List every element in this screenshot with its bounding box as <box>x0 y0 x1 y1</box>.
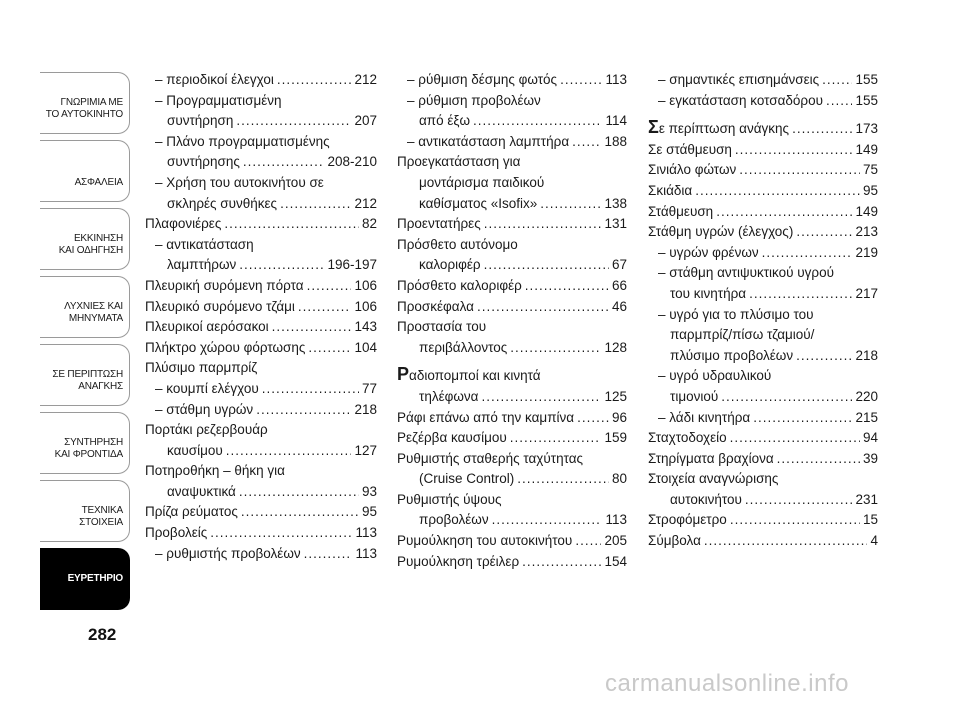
index-term: Πρίζα ρεύματος <box>145 504 238 520</box>
index-term: Προβολείς <box>145 525 208 541</box>
index-term: Πλευρικοί αερόσακοι <box>145 319 269 335</box>
dot-leader <box>481 387 601 408</box>
index-term: – λάδι κινητήρα <box>658 409 751 425</box>
index-term: Προεγκατάσταση για <box>397 154 521 170</box>
dot-leader <box>575 531 601 552</box>
page-ref: 46 <box>611 298 627 314</box>
page-ref: 39 <box>862 450 878 466</box>
index-term: – στάθμη υγρών <box>155 401 254 417</box>
page-ref: 219 <box>855 244 878 260</box>
index-entry <box>145 276 377 297</box>
page-ref: 125 <box>604 388 627 404</box>
dot-leader <box>522 552 601 573</box>
section-tab-7[interactable]: ΤΕΧΝΙΚΑ ΣΤΟΙΧΕΙΑ <box>40 480 130 542</box>
index-term: – Προγραμματισμένη <box>155 92 282 108</box>
index-entry <box>145 255 377 276</box>
page-ref: 93 <box>361 483 377 499</box>
page-ref: 159 <box>604 430 627 446</box>
index-entry <box>145 235 377 256</box>
index-entry <box>648 70 878 91</box>
index-entry <box>648 91 878 112</box>
page-ref: 205 <box>604 533 627 549</box>
page-ref: 218 <box>354 401 377 417</box>
dot-leader <box>730 428 860 449</box>
dot-leader <box>239 482 359 503</box>
dot-leader <box>298 297 352 318</box>
dot-leader <box>484 255 609 276</box>
page-ref: 138 <box>604 195 627 211</box>
section-tab-6[interactable]: ΣΥΝΤΗΡΗΣΗ ΚΑΙ ΦΡΟΝΤΙΔΑ <box>40 412 130 474</box>
index-entry <box>145 400 377 421</box>
page-ref: 128 <box>604 339 627 355</box>
index-entry <box>648 449 878 470</box>
index-term: – εγκατάσταση κοτσαδόρου <box>658 92 824 108</box>
index-entry <box>397 364 627 387</box>
page-ref: 143 <box>354 319 377 335</box>
page-ref: 215 <box>855 409 878 425</box>
index-term: Πλευρικό συρόμενο τζάμι <box>145 298 295 314</box>
index-term: Στάθμη υγρών (έλεγχος) <box>648 224 794 240</box>
index-term: Στηρίγματα βραχίονα <box>648 450 774 466</box>
page-ref: 127 <box>354 442 377 458</box>
section-tab-4[interactable]: ΛΥΧΝΙΕΣ ΚΑΙ ΜΗΝΥΜΑΤΑ <box>40 276 130 338</box>
dot-leader <box>753 408 852 429</box>
index-term: (Cruise Control) <box>419 471 515 487</box>
dot-leader <box>517 469 609 490</box>
index-term: Σκιάδια <box>648 182 693 198</box>
section-tab-3[interactable]: ΕΚΚΙΝΗΣΗ ΚΑΙ ΟΔΗΓΗΣΗ <box>40 208 130 270</box>
index-entry <box>145 173 377 194</box>
page-ref: 155 <box>855 72 878 87</box>
index-entry <box>145 91 377 112</box>
page-ref: 15 <box>862 512 878 528</box>
index-entry <box>145 358 377 379</box>
index-entry <box>145 544 377 565</box>
index-entry <box>145 379 377 400</box>
index-entry <box>648 490 878 511</box>
dot-leader <box>695 181 860 202</box>
index-entry <box>397 469 627 490</box>
page-ref: 75 <box>862 162 878 178</box>
index-term: περιβάλλοντος <box>419 339 508 355</box>
dot-leader <box>226 441 352 462</box>
index-entry <box>648 305 878 326</box>
index-entry <box>145 132 377 153</box>
page-ref: 80 <box>611 471 627 487</box>
dot-leader <box>241 502 359 523</box>
index-term: Ρυθμιστής σταθερής ταχύτητας <box>397 450 584 466</box>
index-term: – υγρών φρένων <box>658 244 759 260</box>
page-ref: 4 <box>870 533 878 549</box>
index-entry <box>648 117 878 140</box>
index-term: Ράφι επάνω από την καμπίνα <box>397 409 575 425</box>
index-column-2 <box>397 70 627 572</box>
index-term: Πλήκτρο χώρου φόρτωσης <box>145 339 306 355</box>
index-term: Πλαφονιέρες <box>145 216 222 232</box>
section-tab-2[interactable]: ΑΣΦΑΛΕΙΑ <box>40 140 130 202</box>
index-term: Πορτάκι ρεζερβουάρ <box>145 422 268 438</box>
index-term: Σε στάθμευση <box>648 141 732 157</box>
page-ref: 114 <box>605 113 627 129</box>
index-term: παρμπρίζ/πίσω τζαμιού/ <box>670 327 815 343</box>
index-entry <box>397 91 627 112</box>
index-entry <box>397 111 627 132</box>
index-entry <box>648 160 878 181</box>
page-ref: 66 <box>611 277 627 293</box>
index-entry <box>648 408 878 429</box>
index-term: αυτοκινήτου <box>670 491 742 507</box>
dot-leader <box>510 338 601 359</box>
dot-leader <box>745 490 853 511</box>
index-term: – αντικατάσταση <box>155 236 254 252</box>
dot-leader <box>236 111 351 132</box>
index-term: Στάθμευση <box>648 203 714 219</box>
section-tab-1[interactable]: ΓΝΩΡΙΜΙΑ ΜΕ ΤΟ ΑΥΤΟΚΙΝΗΤΟ <box>40 72 130 134</box>
page-ref: 218 <box>855 347 878 363</box>
index-term: Πλευρική συρόμενη πόρτα <box>145 277 304 293</box>
index-entry <box>648 243 878 264</box>
index-term: Ρεζέρβα καυσίμου <box>397 430 507 446</box>
index-term: Στοιχεία αναγνώρισης <box>648 471 779 487</box>
index-entry <box>397 173 627 194</box>
index-entry <box>397 235 627 256</box>
dot-leader <box>239 255 324 276</box>
index-entry <box>145 338 377 359</box>
page-ref: 113 <box>355 525 377 541</box>
index-term: – αντικατάσταση λαμπτήρα <box>407 133 570 149</box>
index-term: λαμπτήρων <box>167 257 237 273</box>
index-entry <box>397 428 627 449</box>
index-entry <box>397 408 627 429</box>
index-term: – ρύθμιση δέσμης φωτός <box>407 72 558 87</box>
index-term: Πλύσιμο παρμπρίζ <box>145 360 258 376</box>
index-entry <box>145 70 377 91</box>
dot-leader <box>477 297 609 318</box>
index-entry <box>145 297 377 318</box>
index-entry <box>145 461 377 482</box>
index-entry <box>397 214 627 235</box>
dot-leader <box>280 194 351 215</box>
index-term: σκληρές συνθήκες <box>167 195 278 211</box>
index-term: καλοριφέρ <box>419 257 481 273</box>
index-term: – Χρήση του αυτοκινήτου σε <box>155 174 324 190</box>
index-term: Ρυμούλκηση του αυτοκινήτου <box>397 533 573 549</box>
dot-leader <box>277 70 352 91</box>
index-entry <box>145 482 377 503</box>
dot-leader <box>826 91 852 112</box>
page-ref: 96 <box>611 409 627 425</box>
dot-leader <box>792 119 852 140</box>
index-term: Πρόσθετο καλοριφέρ <box>397 277 522 293</box>
index-entry <box>397 387 627 408</box>
page-ref: 106 <box>354 277 377 293</box>
dot-leader <box>739 160 860 181</box>
index-entry <box>648 222 878 243</box>
index-entry <box>648 181 878 202</box>
index-entry <box>648 140 878 161</box>
index-term: Ραδιοπομποί και κινητά <box>397 364 541 385</box>
index-entry <box>397 276 627 297</box>
dot-leader <box>256 400 351 421</box>
index-term: Σταχτοδοχείο <box>648 430 727 446</box>
index-term: πλύσιμο προβολέων <box>670 347 794 363</box>
index-entry <box>397 297 627 318</box>
page-ref: 217 <box>855 285 878 301</box>
index-term: Ρυθμιστής ύψους <box>397 491 502 507</box>
page-ref: 212 <box>354 72 377 87</box>
dot-leader <box>704 531 868 552</box>
index-entry <box>397 490 627 511</box>
index-term: Σε περίπτωση ανάγκης <box>648 117 790 138</box>
dot-leader <box>716 202 852 223</box>
dot-leader <box>796 346 852 367</box>
dot-leader <box>210 523 352 544</box>
index-column-3 <box>648 70 878 552</box>
index-entry <box>648 284 878 305</box>
dot-leader <box>304 544 353 565</box>
page-ref: 220 <box>855 388 878 404</box>
index-entry <box>145 214 377 235</box>
page-ref: 113 <box>355 545 377 561</box>
dot-leader <box>749 284 852 305</box>
index-term: – ρύθμιση προβολέων <box>407 92 541 108</box>
page-ref: 149 <box>855 141 878 157</box>
index-entry <box>648 263 878 284</box>
index-term: – Πλάνο προγραμματισμένης <box>155 133 330 149</box>
index-column-1 <box>145 70 377 564</box>
index-entry <box>397 552 627 573</box>
index-entry <box>648 531 878 552</box>
index-entry <box>648 469 878 490</box>
index-entry <box>648 510 878 531</box>
page-ref: 104 <box>354 339 377 355</box>
dot-leader <box>735 140 853 161</box>
index-term: Ρυμούλκηση τρέιλερ <box>397 553 520 569</box>
dot-leader <box>510 428 602 449</box>
dot-leader <box>572 132 601 153</box>
page-ref: 213 <box>855 224 878 240</box>
index-term: τηλέφωνα <box>419 388 479 404</box>
page-ref: 196-197 <box>327 257 377 273</box>
index-term: συντήρηση <box>167 113 234 129</box>
dot-leader <box>272 317 352 338</box>
dot-leader <box>721 387 852 408</box>
index-term: – ρυθμιστής προβολέων <box>155 545 301 561</box>
index-entry <box>648 366 878 387</box>
dot-leader <box>307 276 352 297</box>
index-term: Στροφόμετρο <box>648 512 727 528</box>
index-term: καυσίμου <box>167 442 223 458</box>
dot-leader <box>492 510 603 531</box>
index-term: Πρόσθετο αυτόνομο <box>397 236 518 252</box>
page-ref: 131 <box>604 216 627 232</box>
index-entry <box>145 420 377 441</box>
index-term: Σινιάλο φώτων <box>648 162 737 178</box>
page-ref: 113 <box>605 512 627 528</box>
index-entry <box>145 523 377 544</box>
index-term: μοντάρισμα παιδικού <box>419 174 545 190</box>
page-ref: 95 <box>361 504 377 520</box>
page-ref: 208-210 <box>327 154 377 170</box>
dot-leader <box>243 152 325 173</box>
index-term: – υγρό για το πλύσιμο του <box>658 306 814 322</box>
index-entry <box>145 502 377 523</box>
index-term: Προστασία του <box>397 319 487 335</box>
index-entry <box>145 152 377 173</box>
index-entry <box>397 317 627 338</box>
page-ref: 67 <box>611 257 627 273</box>
dot-leader <box>796 222 852 243</box>
page-ref: 82 <box>361 216 377 232</box>
index-entry <box>397 194 627 215</box>
index-entry <box>397 531 627 552</box>
index-term: τιμονιού <box>670 388 719 404</box>
dot-leader <box>525 276 609 297</box>
section-tab-5[interactable]: ΣΕ ΠΕΡΙΠΤΩΣΗ ΑΝΑΓΚΗΣ <box>40 344 130 406</box>
dot-leader <box>822 70 852 91</box>
index-entry <box>648 202 878 223</box>
index-term: – περιοδικοί έλεγχοι <box>155 72 274 87</box>
index-entry <box>397 152 627 173</box>
index-entry <box>397 70 627 91</box>
index-term: Σύμβολα <box>648 533 701 549</box>
index-term: του κινητήρα <box>670 285 747 301</box>
dot-leader <box>484 214 602 235</box>
dot-leader <box>730 510 860 531</box>
page-ref: 113 <box>605 72 627 87</box>
index-entry <box>397 510 627 531</box>
index-term: – στάθμη αντιψυκτικού υγρού <box>658 265 834 281</box>
index-entry <box>648 428 878 449</box>
index-entry <box>397 338 627 359</box>
index-entry <box>397 449 627 470</box>
page-number: 282 <box>88 625 117 644</box>
page-ref: 154 <box>604 553 627 569</box>
dot-leader <box>762 243 853 264</box>
index-term: Προσκέφαλα <box>397 298 474 314</box>
dot-leader <box>777 449 860 470</box>
page-ref: 188 <box>604 133 627 149</box>
index-term: αναψυκτικά <box>167 483 236 499</box>
dot-leader <box>540 194 601 215</box>
page-ref: 106 <box>354 298 377 314</box>
dot-leader <box>560 70 602 91</box>
index-term: – σημαντικές επισημάνσεις <box>658 72 820 87</box>
page-ref: 95 <box>862 182 878 198</box>
index-entry <box>397 255 627 276</box>
index-term: – κουμπί ελέγχου <box>155 380 259 396</box>
index-entry <box>145 441 377 462</box>
index-entry <box>145 111 377 132</box>
index-term: Προεντατήρες <box>397 216 481 232</box>
index-entry <box>145 194 377 215</box>
page-ref: 231 <box>855 491 878 507</box>
page-ref: 149 <box>855 203 878 219</box>
page-ref: 212 <box>354 195 377 211</box>
index-term: – υγρό υδραυλικού <box>658 368 772 384</box>
page-ref: 155 <box>855 92 878 108</box>
dot-leader <box>262 379 359 400</box>
page-ref: 94 <box>862 430 878 446</box>
dot-leader <box>473 111 602 132</box>
watermark: carmanualsonline.info <box>605 670 849 697</box>
index-term: καθίσματος «Isofix» <box>419 195 538 211</box>
page-ref: 77 <box>361 380 377 396</box>
index-entry <box>648 387 878 408</box>
index-entry <box>145 317 377 338</box>
section-tab-8[interactable]: ΕΥΡΕΤΗΡΙΟ <box>40 548 130 610</box>
dot-leader <box>308 338 351 359</box>
index-term: προβολέων <box>419 512 489 528</box>
page-ref: 173 <box>855 121 878 137</box>
index-term: Ποτηροθήκη – θήκη για <box>145 463 285 479</box>
index-entry <box>648 325 878 346</box>
index-term: από έξω <box>419 113 470 129</box>
dot-leader <box>577 408 609 429</box>
page-ref: 207 <box>354 113 377 129</box>
index-entry <box>397 132 627 153</box>
dot-leader <box>224 214 359 235</box>
index-term: συντήρησης <box>167 154 240 170</box>
index-entry <box>648 346 878 367</box>
